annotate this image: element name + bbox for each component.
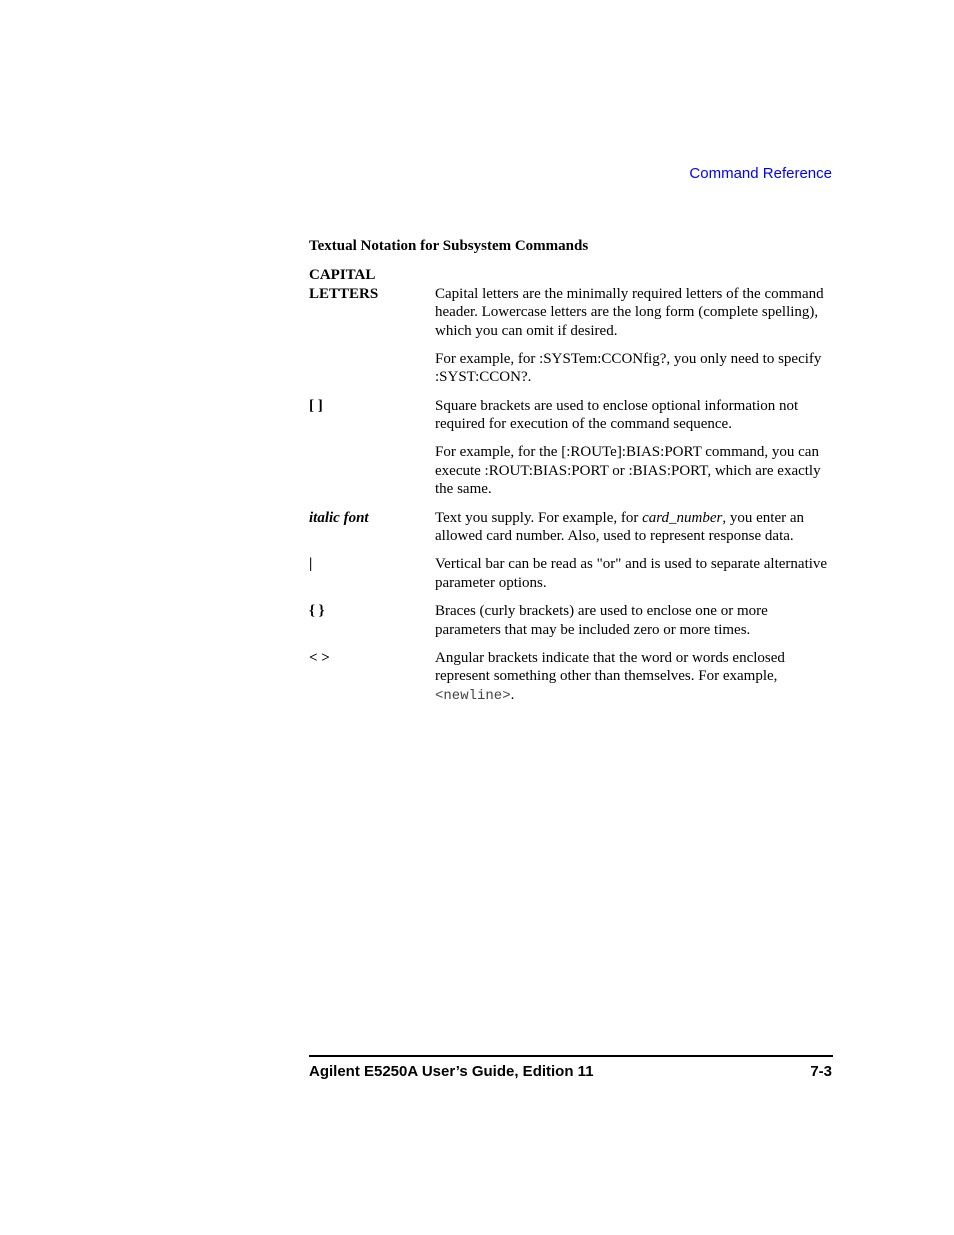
section-title: Textual Notation for Subsystem Commands <box>309 238 589 254</box>
notation-paragraph <box>435 509 833 546</box>
notation-term: { } <box>309 602 325 619</box>
notation-paragraph: Braces (curly brackets) are used to enclose one or more parameters that may be included zero or more times. <box>435 602 768 638</box>
notation-term: italic font <box>309 509 369 526</box>
desc-italic-example: card_number <box>642 509 723 526</box>
notation-term: [ ] <box>309 397 323 414</box>
notation-paragraph: Vertical bar can be read as "or" and is used to separate alternative parameter options. <box>435 556 828 591</box>
desc-text: Angular brackets indicate that the word or words enclosed represent something other than themselves. For example, <box>435 649 785 685</box>
notation-row-braces <box>309 602 833 639</box>
notation-paragraph: Square brackets are used to enclose optional information not required for execution of the command sequence. <box>435 397 799 433</box>
footer-rule <box>309 1055 833 1057</box>
notation-row-italic-font <box>309 509 833 546</box>
notation-term <box>309 266 435 387</box>
section-header-link[interactable]: Command Reference <box>689 165 832 182</box>
desc-text: . <box>510 686 515 703</box>
notation-paragraph <box>435 649 833 706</box>
notation-paragraph: For example, for the [:ROUTe]:BIAS:PORT command, you can execute :ROUT:BIAS:PORT or :BIAS:PORT, which are exactly the same. <box>435 444 821 498</box>
notation-row-vertical-bar <box>309 555 833 592</box>
footer-page-number: 7-3 <box>810 1063 832 1080</box>
notation-term: | <box>309 556 313 573</box>
notation-paragraph: For example, for :SYSTem:CCONfig?, you only need to specify :SYST:CCON?. <box>435 350 822 386</box>
notation-row-square-brackets <box>309 397 833 499</box>
notation-table <box>309 266 833 715</box>
notation-term-line1: CAPITAL <box>309 267 376 283</box>
notation-term-line2: LETTERS <box>309 285 379 302</box>
notation-row-capital-letters <box>309 266 833 387</box>
notation-row-angular-brackets <box>309 649 833 706</box>
notation-description <box>435 509 833 546</box>
desc-text: Text you supply. For example, for <box>435 509 643 526</box>
notation-term: < > <box>309 649 330 666</box>
notation-description <box>435 266 833 387</box>
desc-text: , you enter an allowed card number. Also, used to represent response data. <box>435 509 805 545</box>
footer-title: Agilent E5250A User’s Guide, Edition 11 <box>309 1063 594 1080</box>
notation-paragraph: Capital letters are the minimally required letters of the command header. Lowercase letters are the long form (complete spelling), which you can omit if desired. <box>435 285 824 339</box>
desc-code-example: <newline> <box>435 687 511 704</box>
notation-description <box>435 397 833 499</box>
notation-description <box>435 555 833 592</box>
notation-description <box>435 602 833 639</box>
notation-description <box>435 649 833 706</box>
